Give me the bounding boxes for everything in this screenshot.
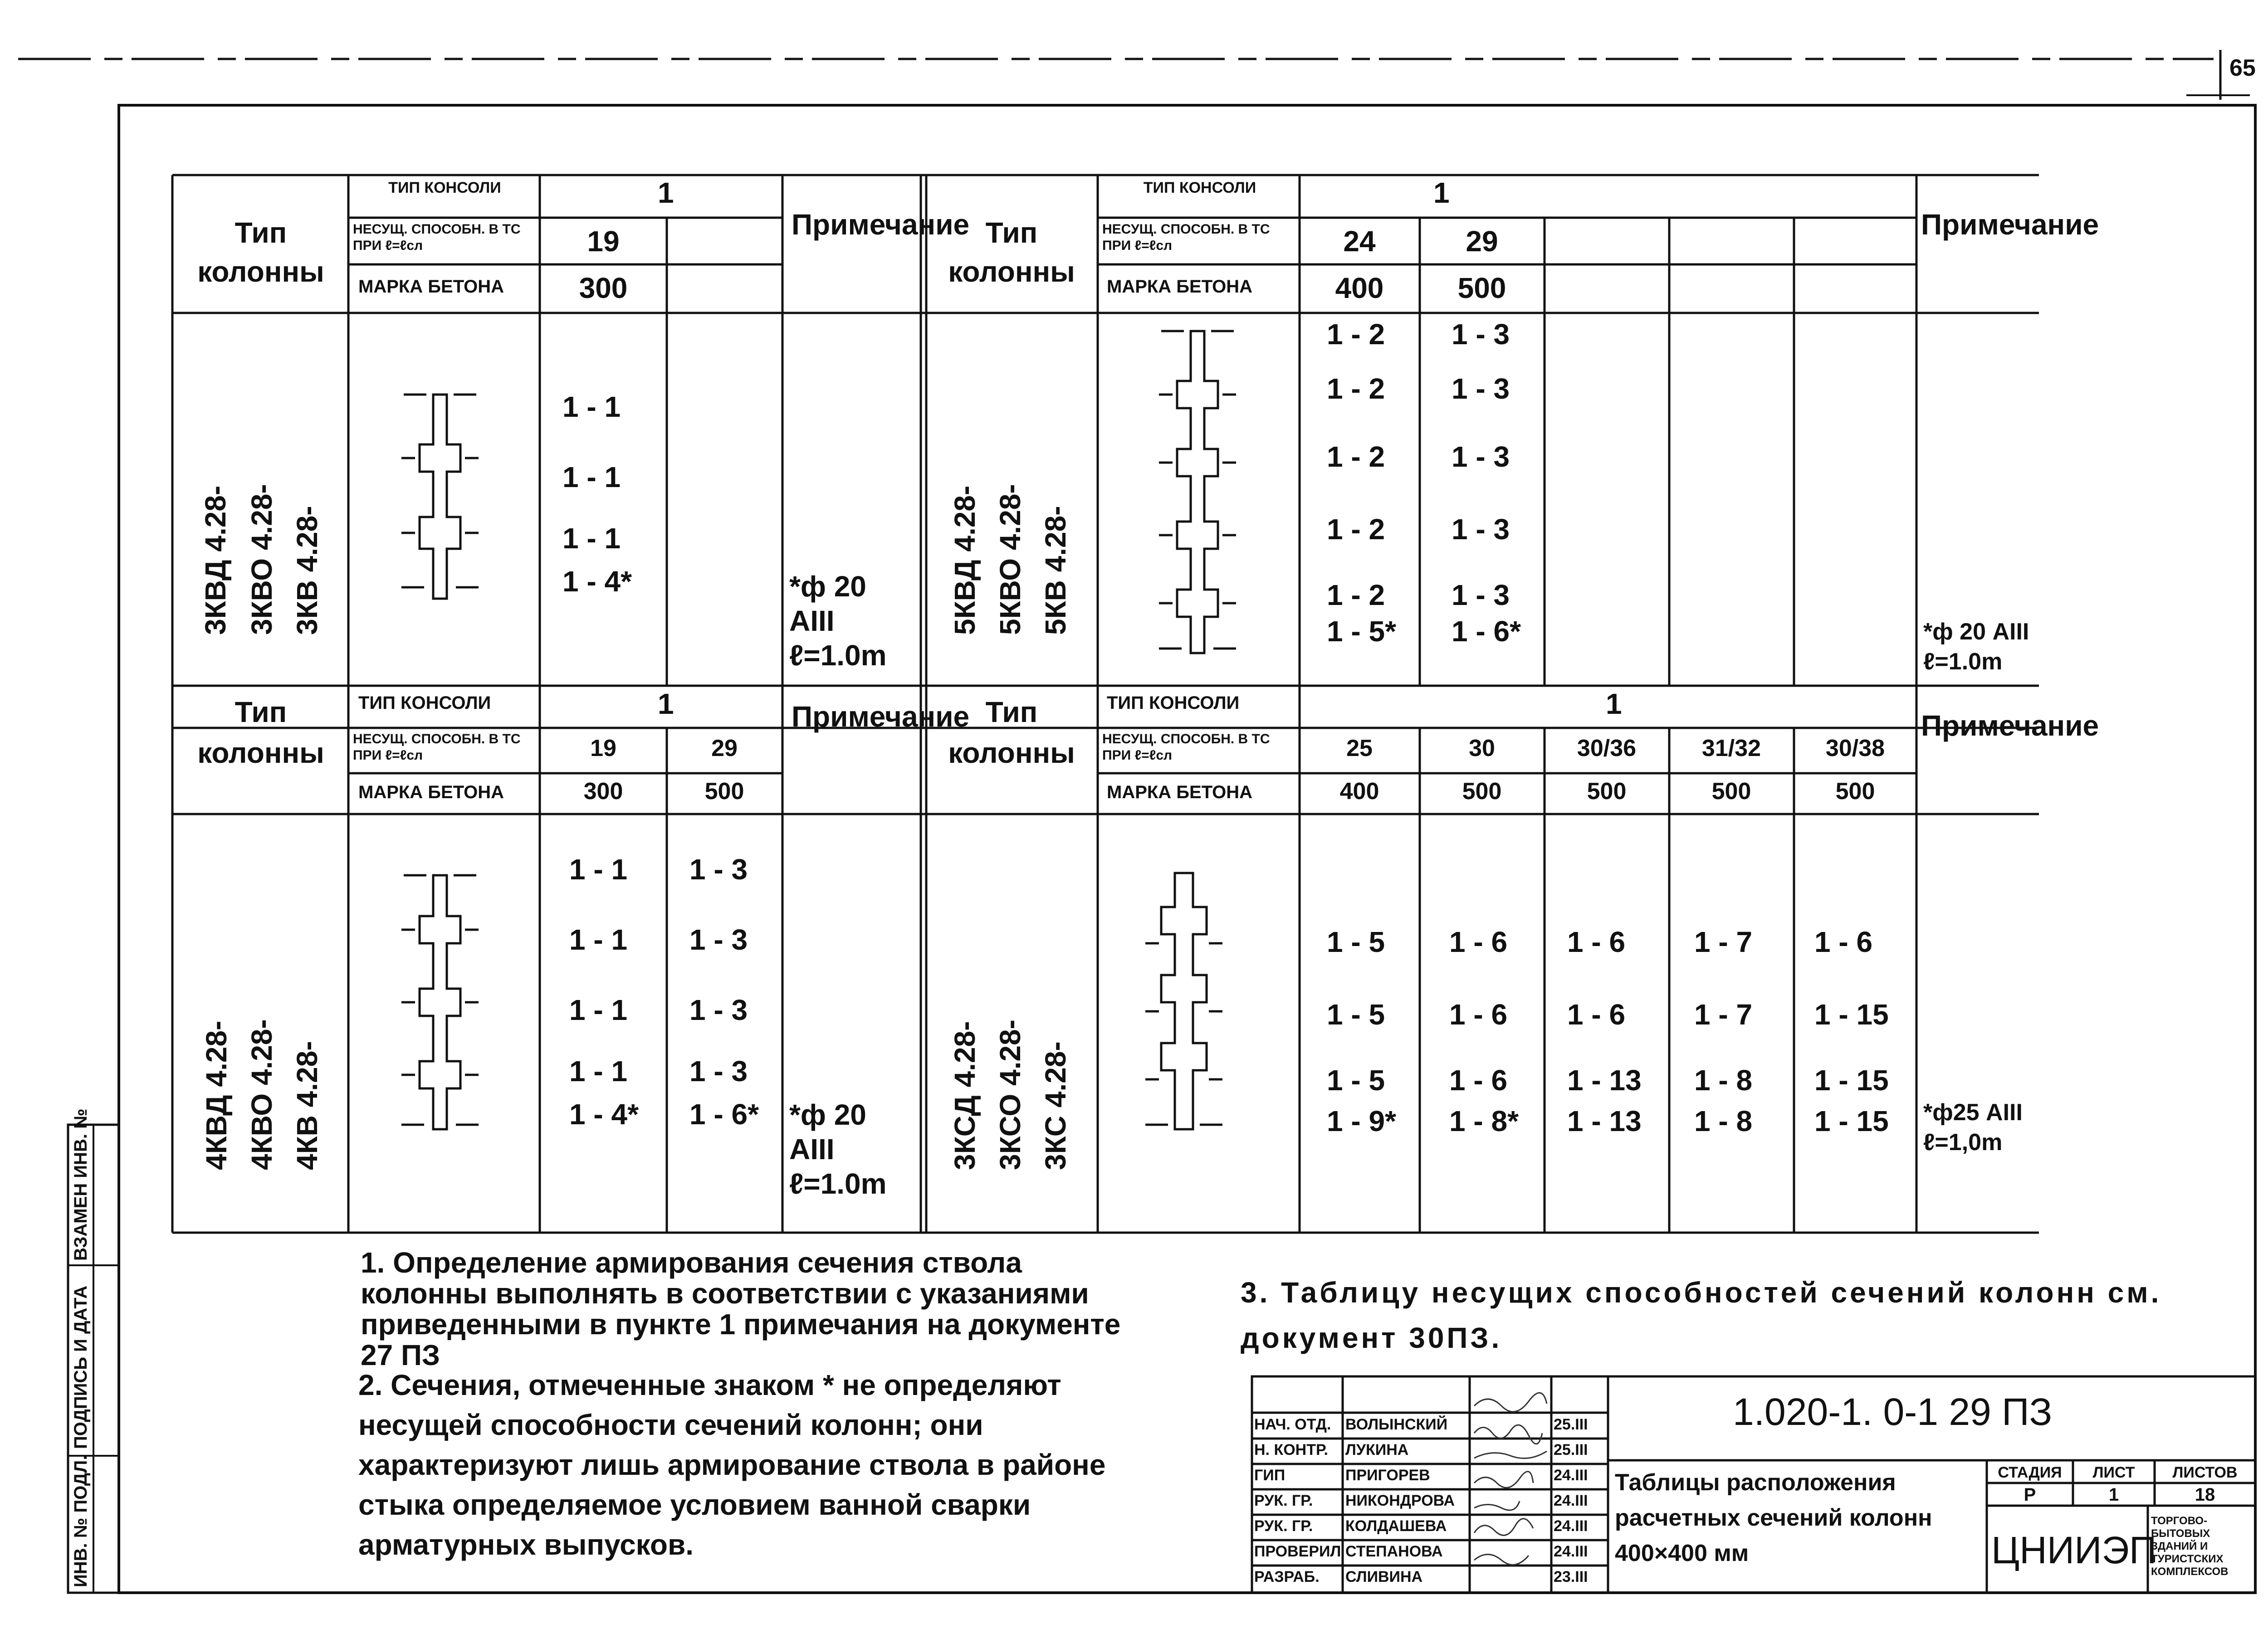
section-value: 1 - 1 [569, 994, 628, 1026]
sheet-label: ЛИСТ [2092, 1464, 2135, 1481]
document-title: Таблицы расположения расчетных сечений колонн 400×400 мм [1615, 1469, 1932, 1566]
section-value: 1 - 15 [1814, 1064, 1889, 1097]
concrete-header: МАРКА БЕТОНА [1107, 782, 1253, 802]
console-type-header: ТИП КОНСОЛИ [1107, 693, 1240, 713]
concrete-value: 500 [1587, 778, 1627, 805]
console-type-value: 1 [1433, 176, 1450, 209]
console-type-header: ТИП КОНСОЛИ [358, 693, 491, 713]
capacity-value: 19 [590, 735, 616, 761]
sign-role: РАЗРАБ. [1254, 1568, 1320, 1585]
column-mark: 3КСО 4.28- [994, 1019, 1026, 1170]
sign-date: 25.III [1554, 1416, 1588, 1433]
section-value: 1 - 4* [569, 1098, 639, 1131]
col-type-header: Тип колонны [197, 216, 324, 288]
sign-date: 25.III [1554, 1441, 1588, 1458]
column-mark: 4КВД 4.28- [200, 1020, 233, 1170]
section-value: 1 - 2 [1327, 318, 1385, 351]
section-value: 1 - 3 [689, 923, 748, 956]
console-type-header: ТИП КОНСОЛИ [388, 179, 501, 196]
sign-role: Н. КОНТР. [1254, 1441, 1328, 1458]
organization-sub: ТОРГОВО-БЫТОВЫХ ЗДАНИЙ И ТУРИСТСКИХ КОМПЛЕКСОВ [2151, 1515, 2229, 1578]
column-mark: 3КВ 4.28- [291, 506, 323, 635]
column-mark: 3КВД 4.28- [199, 485, 232, 635]
sign-name: СЛИВИНА [1345, 1568, 1423, 1585]
concrete-value: 500 [1835, 778, 1875, 805]
section-value: 1 - 5* [1327, 615, 1396, 648]
section-value: 1 - 8 [1694, 1064, 1753, 1097]
capacity-header: НЕСУЩ. СПОСОБН. В ТС ПРИ ℓ=ℓсл [1102, 732, 1270, 763]
section-value: 1 - 2 [1327, 579, 1385, 611]
note-header: Примечание [792, 700, 970, 733]
capacity-header: НЕСУЩ. СПОСОБН. В ТС ПРИ ℓ=ℓсл [353, 732, 521, 763]
column-mark: 4КВ 4.28- [291, 1041, 323, 1170]
side-stamp-signature: ПОДПИСЬ И ДАТА [71, 1285, 91, 1449]
section-value: 1 - 2 [1327, 513, 1385, 546]
sign-role: НАЧ. ОТД. [1254, 1416, 1331, 1433]
section-value: 1 - 6 [1814, 926, 1873, 958]
side-stamp-replace: ВЗАМЕН ИНВ. № [71, 1108, 91, 1261]
column-mark: 5КВО 4.28- [994, 484, 1026, 635]
section-value: 1 - 8 [1694, 1105, 1753, 1137]
sign-date: 24.III [1554, 1517, 1588, 1535]
capacity-header: НЕСУЩ. СПОСОБН. В ТС ПРИ ℓ=ℓсл [1102, 222, 1270, 253]
sign-name: НИКОНДРОВА [1345, 1492, 1455, 1509]
section-value: 1 - 7 [1694, 926, 1753, 958]
column-sketch-3ks [1145, 873, 1222, 1129]
section-value: 1 - 1 [569, 853, 628, 886]
concrete-header: МАРКА БЕТОНА [358, 277, 504, 297]
column-mark: 5КВ 4.28- [1039, 506, 1072, 635]
section-value: 1 - 3 [1452, 318, 1510, 351]
sign-role: ГИП [1254, 1467, 1286, 1484]
section-value: 1 - 1 [562, 522, 621, 555]
section-value: 1 - 13 [1567, 1064, 1642, 1097]
concrete-value: 500 [704, 778, 744, 805]
general-note-2: 2. Сечения, отмеченные знаком * не определяют несущей способности сечений колонн; они характеризуют лишь армирование ствола в районе стыка определяемое условием ванной сварки арматурных выпусков. [358, 1369, 1106, 1561]
section-value: 1 - 6* [1452, 615, 1521, 648]
sign-date: 23.III [1554, 1568, 1588, 1585]
sign-role: РУК. ГР. [1254, 1492, 1313, 1509]
console-type-header: ТИП КОНСОЛИ [1143, 179, 1256, 196]
column-mark: 4КВО 4.28- [245, 1019, 278, 1170]
section-value: 1 - 8* [1449, 1105, 1519, 1137]
general-note-1: 1. Определение армирования сечения ствола колонны выполнять в соответствии с указаниями приведенными в пункте 1 примечания на документе 27 ПЗ [361, 1246, 1121, 1371]
concrete-value: 300 [583, 778, 623, 805]
note-header: Примечание [1921, 709, 2099, 742]
capacity-value: 30/38 [1825, 735, 1885, 761]
note-text: *ф 20 АIII ℓ=1.0m [1923, 619, 2029, 675]
col-type-header: Тип колонны [948, 696, 1075, 769]
section-value: 1 - 5 [1327, 998, 1385, 1031]
console-type-value: 1 [1606, 688, 1622, 720]
column-sketch-4kv [401, 875, 479, 1129]
concrete-value: 400 [1339, 778, 1379, 805]
concrete-value: 500 [1711, 778, 1751, 805]
section-value: 1 - 1 [562, 461, 621, 493]
section-value: 1 - 4* [562, 565, 632, 598]
capacity-value: 29 [711, 735, 738, 761]
side-stamp-inv: ИНВ. № ПОДЛ. [71, 1455, 91, 1587]
concrete-value: 500 [1462, 778, 1502, 805]
column-mark: 3КВО 4.28- [245, 484, 278, 635]
sign-name: СТЕПАНОВА [1345, 1543, 1443, 1560]
section-value: 1 - 6 [1567, 998, 1626, 1031]
note-text: *ф 20 АIII ℓ=1.0m [789, 570, 887, 672]
column-mark: 5КВД 4.28- [948, 485, 981, 635]
capacity-value: 30 [1469, 735, 1495, 761]
sheet-value: 1 [2108, 1485, 2119, 1505]
concrete-value: 500 [1457, 272, 1506, 304]
sign-name: ВОЛЫНСКИЙ [1345, 1416, 1448, 1433]
section-value: 1 - 6 [1449, 998, 1508, 1031]
section-value: 1 - 9* [1327, 1105, 1396, 1137]
section-value: 1 - 3 [1452, 513, 1510, 546]
capacity-header: НЕСУЩ. СПОСОБН. В ТС ПРИ ℓ=ℓсл [353, 222, 521, 253]
section-value: 1 - 2 [1327, 372, 1385, 405]
stage-value: Р [2024, 1485, 2036, 1505]
section-value: 1 - 5 [1327, 1064, 1385, 1097]
section-value: 1 - 5 [1327, 926, 1385, 958]
section-value: 1 - 13 [1567, 1105, 1642, 1137]
col-type-header: Тип колонны [197, 696, 324, 769]
bottom-table-lines [172, 686, 2099, 1233]
section-value: 1 - 15 [1814, 1105, 1889, 1137]
capacity-value: 24 [1343, 225, 1376, 258]
console-type-value: 1 [658, 688, 674, 720]
note-text: *ф 20 АIII ℓ=1.0m [789, 1098, 887, 1200]
concrete-header: МАРКА БЕТОНА [1107, 277, 1253, 297]
section-value: 1 - 3 [689, 1055, 748, 1088]
section-value: 1 - 3 [1452, 579, 1510, 611]
section-value: 1 - 1 [562, 390, 621, 423]
section-value: 1 - 2 [1327, 440, 1385, 473]
section-value: 1 - 3 [1452, 372, 1510, 405]
sign-name: ПРИГОРЕВ [1345, 1467, 1430, 1484]
sign-date: 24.III [1554, 1467, 1588, 1484]
concrete-value: 400 [1335, 272, 1384, 304]
section-value: 1 - 3 [1452, 440, 1510, 473]
general-note-3: 3. Таблицу несущих способностей сечений колонн см. документ 30ПЗ. [1241, 1276, 2162, 1354]
sheets-value: 18 [2195, 1485, 2215, 1505]
section-value: 1 - 6* [689, 1098, 759, 1131]
capacity-value: 25 [1346, 735, 1373, 761]
section-value: 1 - 3 [689, 994, 748, 1026]
concrete-value: 300 [579, 272, 628, 304]
section-value: 1 - 6 [1567, 926, 1626, 958]
capacity-value: 30/36 [1577, 735, 1637, 761]
sign-role: ПРОВЕРИЛ [1254, 1543, 1341, 1560]
sign-date: 24.III [1554, 1492, 1588, 1509]
section-value: 1 - 7 [1694, 998, 1753, 1031]
document-code: 1.020-1. 0-1 29 ПЗ [1733, 1390, 2053, 1433]
section-value: 1 - 1 [569, 923, 628, 956]
sign-name: ЛУКИНА [1345, 1441, 1409, 1458]
sign-name: КОЛДАШЕВА [1345, 1517, 1447, 1535]
sheets-label: ЛИСТОВ [2172, 1464, 2238, 1481]
column-sketch-5kv [1159, 331, 1236, 653]
sign-role: РУК. ГР. [1254, 1517, 1313, 1535]
stage-label: СТАДИЯ [1998, 1464, 2062, 1481]
concrete-header: МАРКА БЕТОНА [358, 782, 504, 802]
note-text: *ф25 АIII ℓ=1,0m [1923, 1099, 2023, 1156]
column-sketch-3kv [401, 395, 479, 599]
capacity-value: 29 [1466, 225, 1498, 258]
note-header: Примечание [792, 208, 970, 241]
page-number: 65 [2229, 55, 2256, 81]
sign-date: 24.III [1554, 1543, 1588, 1560]
section-value: 1 - 6 [1449, 926, 1508, 958]
section-value: 1 - 1 [569, 1055, 628, 1088]
section-value: 1 - 6 [1449, 1064, 1508, 1097]
column-mark: 3КСД 4.28- [948, 1021, 981, 1170]
section-value: 1 - 3 [689, 853, 748, 886]
capacity-value: 31/32 [1701, 735, 1761, 761]
note-header: Примечание [1921, 208, 2099, 241]
capacity-value: 19 [587, 225, 620, 258]
section-value: 1 - 15 [1814, 998, 1889, 1031]
column-mark: 3КС 4.28- [1039, 1041, 1072, 1170]
console-type-value: 1 [658, 176, 674, 209]
col-type-header: Тип колонны [948, 216, 1075, 288]
organization: ЦНИИЭП [1991, 1529, 2157, 1571]
